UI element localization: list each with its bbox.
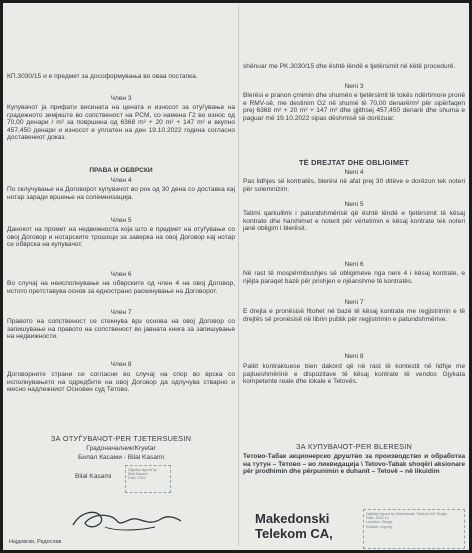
right-neni5-text: Tatimi qarkullimi i patundshmërisë që është lëndë e tjetërsimit të kësaj kontrate dhe harxhimet e noterit për vërtetimin e kësaj kontrate tek noteri janë obligim i blerësit. <box>243 210 465 233</box>
company-name-line1: Makedonski <box>255 511 330 526</box>
seller-name: Билал Касами - Bilal Kasami <box>77 454 165 461</box>
right-neni3-title: Neni 3 <box>344 83 364 90</box>
right-column-albanian <box>243 3 465 550</box>
buyer-company-text: Тетово-Табак акционерско друштво за производство и обработка на тутун – Тетово – во ликвидација \ Tetovo-Tabak shoqëri aksionare për prodhimin dhe përpunimin e duhanit – Tetovë – në likuidim <box>243 453 465 476</box>
left-member6-title: Член 6 <box>110 271 132 278</box>
right-neni8-text: Palët kontraktuese bien dakord që në rast të kontestit në lidhje me pajtueshmërinë e dispozitave të kësaj kontrate të vendos Gjykata kompetente reale dhe lokale e Tetovës. <box>243 363 465 386</box>
company-name-line2: Telekom CA, <box>255 526 333 541</box>
left-member8-text: Договорните страни се согласни во случај на спор во врска со исполнувањето на одредбите на овој Договор да одлучува стварно и месно надлежниот Основен суд Тетово. <box>7 371 235 394</box>
left-member7-title: Член 7 <box>110 309 132 316</box>
right-neni6-text: Në rast të mospërmbushjes së obligimeve nga neni 4 i kësaj kontrate, e njëjta paraqet bazë për prishjen e njëanshme të kontratës. <box>243 270 465 285</box>
left-intro: КП.3030/15 и е предмет за дософормувања во оваа постапка. <box>7 73 198 80</box>
left-member6-text: Во случај на неисполнување на обврските од член 4 на овој Договор, истото претставува основ за еднострано раскинување на Договорот. <box>7 280 235 295</box>
left-member3-text: Купувачот ја прифати висината на цената и износот за отуѓување на градежното земјиште во сопственост на РСМ, со намена Г2 во износ од 70,00 денари / m² за површина од 6368 m² + 20 m² + 147 m² и вкупно 457,450 денари и износот е уплатен на ден 19.10.2022 година согласно доставениот доказ. <box>7 104 235 142</box>
seller-heading: ЗА ОТУЃУВАЧОТ-PER TJETERSUESIN <box>50 434 192 443</box>
seller-title: Градоначалник/Kryetar <box>86 445 156 452</box>
left-member8-title: Член 8 <box>110 361 132 368</box>
right-neni5-title: Neni 5 <box>344 201 364 208</box>
left-member7-text: Правото на сопственост се стекнува врз основа на овој Договор со запишување на правото на сопственост во јавната книга за запишување на недвижности. <box>7 318 235 341</box>
left-member5-title: Член 5 <box>110 217 132 224</box>
buyer-heading: ЗА КУПУВАЧОТ-PER BLERESIN <box>295 442 413 451</box>
digital-signature-stamp: Digitally signed by Bilal Kasami Date: 2022 <box>125 465 171 493</box>
right-neni6-title: Neni 6 <box>344 261 364 268</box>
right-neni7-text: E drejta e pronësisë fitohet në bazë të kësaj kontrate me regjistrimin e të drejtës së pronësisë në librin publik për regjistrimin e patundshmërive. <box>243 308 465 323</box>
right-neni3-text: Blerësi e pranon çmimin dhe shumën e tjetërsimit të tokës ndërtimore pronë e RMV-së, me destinim G2 në shumë të 70,00 denarë/m² për sipërfaqen prej 6368 m² + 20 m² + 147 m² dhe gjithsej 457,450 denarë dhe shuma e paguar më 19.10.2022 sipas dëshmisë së dorëzuar. <box>243 92 465 122</box>
column-divider <box>238 5 239 546</box>
right-neni7-title: Neni 7 <box>344 299 364 306</box>
right-neni4-text: Pas lidhjes së kontratës, blerësi në afat prej 30 ditëve e dorëzon tek noteri për solemnizim. <box>243 178 465 193</box>
left-member4-title: Член 4 <box>110 177 132 184</box>
right-neni4-title: Neni 4 <box>344 169 364 176</box>
left-member3-title: Член 3 <box>110 95 132 102</box>
left-column-macedonian <box>7 3 235 550</box>
handwritten-signature <box>67 503 187 537</box>
right-rights-heading: TË DREJTAT DHE OBLIGIMET <box>298 158 410 167</box>
right-neni8-title: Neni 8 <box>344 353 364 360</box>
bottom-left-name: Најдовски, Радослав <box>9 539 62 545</box>
left-member5-text: Данокот на промет на недвижноста која што е предмет на отуѓување со овој Договор и нотарските трошоци за заверка на овој Договор кај нотар се обврска на купувачот. <box>7 226 235 249</box>
document-page <box>3 3 469 550</box>
signer-name: Bilal Kasami <box>75 473 112 480</box>
right-intro: shënuar me PK.3030/15 dhe është lëndë e tjetërsimit në këtë procedurë. <box>243 63 456 70</box>
company-digital-stamp: Digitally signed by Makedonski Telekom AD Skopje Date: 2022.10 Location: Skopje Reason: signing <box>363 509 465 549</box>
left-rights-heading: ПРАВА И ОБВРСКИ <box>89 167 153 174</box>
left-member4-text: По склучување на Договорот купувачот во рок од 30 дена со доставка кај нотар заради вршење на солемнизација. <box>7 186 235 201</box>
